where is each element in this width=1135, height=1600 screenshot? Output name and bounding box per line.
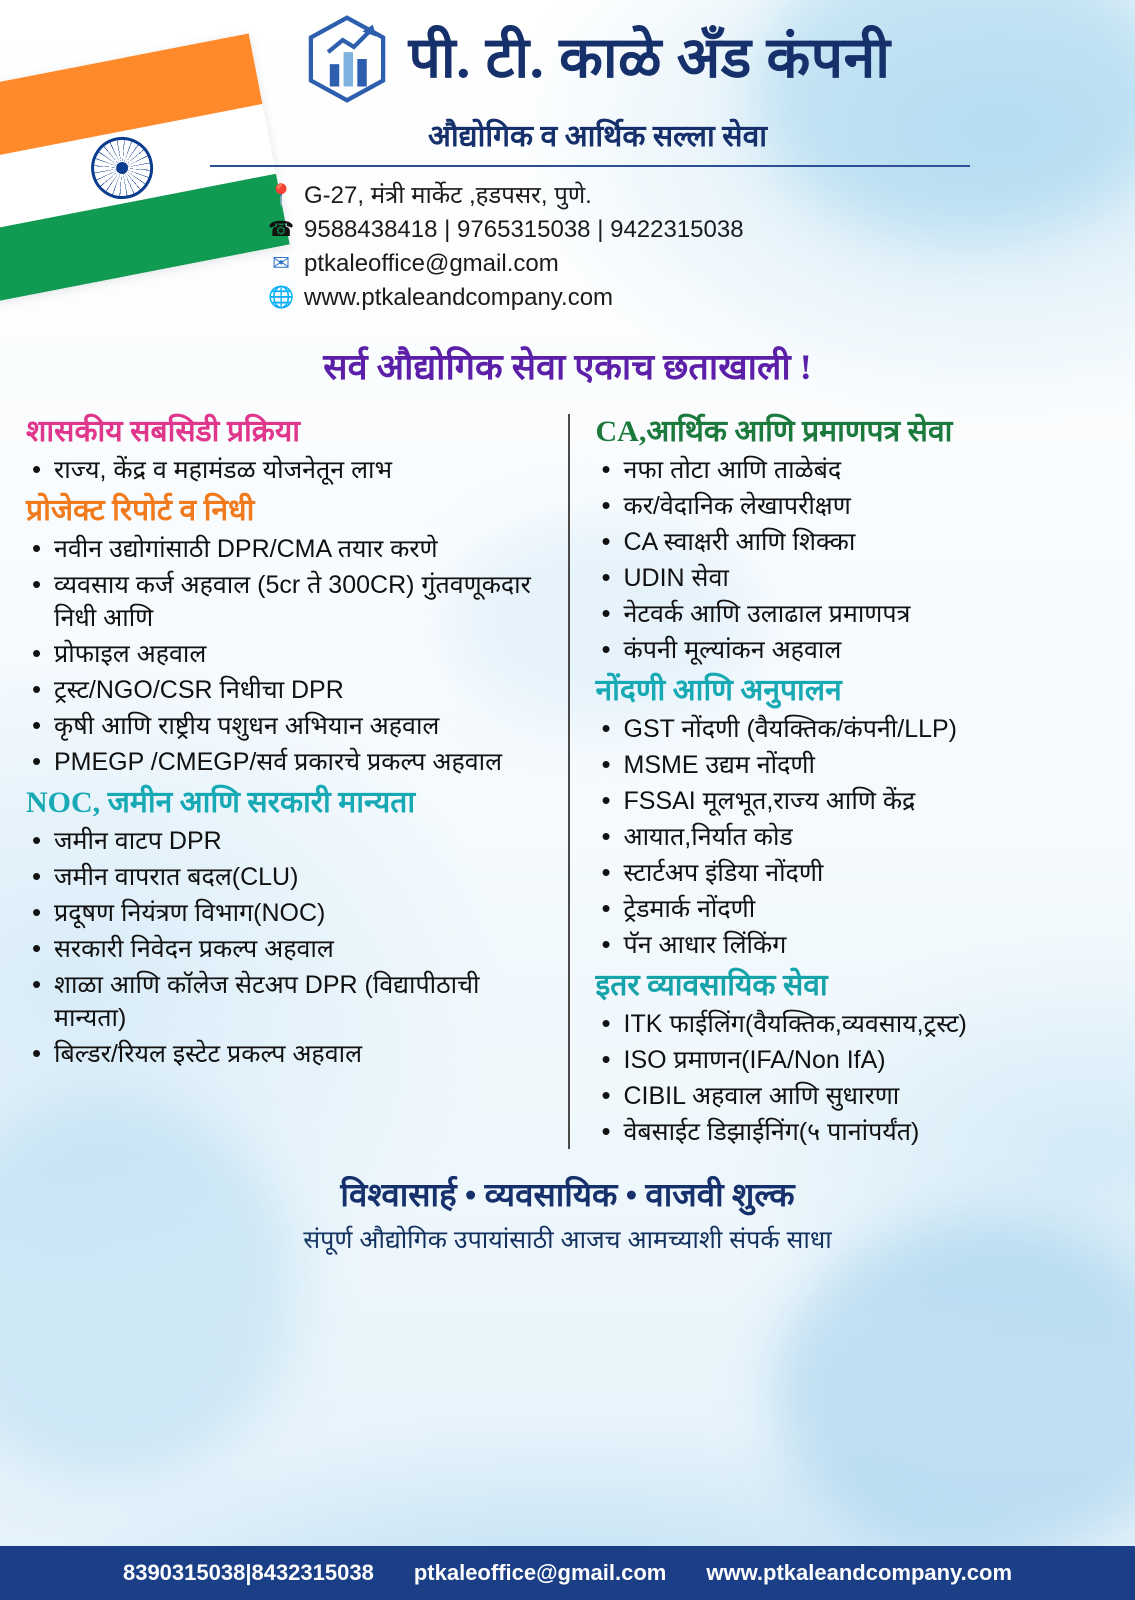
section-title: प्रोजेक्ट रिपोर्ट व निधी (26, 494, 255, 528)
poster-header (0, 0, 1135, 315)
contact-website[interactable]: www.ptkaleandcompany.com (304, 284, 614, 312)
services-columns (0, 408, 1135, 1155)
footer-email[interactable]: ptkaleoffice@gmail.com (413, 1560, 667, 1585)
contact-phones[interactable]: 9588438418 | 9765315038 | 9422315038 (304, 216, 744, 244)
list-item: • स्टार्टअप इंडिया नोंदणी (596, 857, 1110, 890)
watercolor-wash (775, 1220, 1135, 1560)
section-list (26, 454, 546, 487)
globe-icon: 🌐 (268, 286, 295, 310)
section-title: इतर व्यावसायिक सेवा (595, 969, 828, 1003)
section-list (596, 1008, 1110, 1149)
company-name: पी. टी. काळे अँड कंपनी (408, 27, 891, 91)
list-item: • पॅन आधार लिंकिंग (596, 929, 1110, 962)
contact-phone-row[interactable] (268, 213, 1135, 247)
contact-address: G-27, मंत्री मार्केट ,हडपसर, पुणे. (304, 182, 592, 209)
footer-subslogan: संपूर्ण औद्योगिक उपायांसाठी आजच आमच्याशी संपर्क साधा (303, 1226, 832, 1255)
list-item: • वेबसाईट डिझाईनिंग(५ पानांपर्यंत) (596, 1116, 1110, 1149)
section-title: CA,आर्थिक आणि प्रमाणपत्र सेवा (595, 415, 953, 449)
list-item: • शाळा आणि कॉलेज सेटअप DPR (विद्यापीठाची मान्यता) (26, 969, 546, 1035)
list-item: • नेटवर्क आणि उलाढाल प्रमाणपत्र (596, 598, 1110, 631)
list-item: • प्रोफाइल अहवाल (26, 638, 546, 671)
list-item: • जमीन वाटप DPR (26, 825, 546, 858)
section-title: नोंदणी आणि अनुपालन (595, 674, 842, 708)
list-item: • प्रदूषण नियंत्रण विभाग(NOC) (26, 897, 546, 930)
header-divider (210, 165, 970, 167)
section-list (596, 454, 1110, 667)
left-column (16, 408, 568, 1155)
envelope-icon: ✉ (272, 252, 290, 276)
list-item: • ITK फाईलिंग(वैयक्तिक,व्यवसाय,ट्रस्ट) (596, 1008, 1110, 1041)
section-title: शासकीय सबसिडी प्रक्रिया (26, 415, 300, 449)
footer-website[interactable]: www.ptkaleandcompany.com (706, 1560, 1013, 1585)
list-item: • कृषी आणि राष्ट्रीय पशुधन अभियान अहवाल (26, 710, 546, 743)
list-item: • ट्रस्ट/NGO/CSR निधीचा DPR (26, 674, 546, 707)
company-tagline: औद्योगिक व आर्थिक सल्ला सेवा (427, 120, 768, 153)
contact-email[interactable]: ptkaleoffice@gmail.com (304, 250, 559, 278)
list-item: • GST नोंदणी (वैयक्तिक/कंपनी/LLP) (596, 713, 1110, 746)
footer-bar (0, 1546, 1135, 1600)
list-item: • व्यवसाय कर्ज अहवाल (5cr ते 300CR) गुंतवणूकदार निधी आणि (26, 569, 546, 635)
contact-address-row (268, 179, 1135, 213)
list-item: • आयात,निर्यात कोड (596, 821, 1110, 854)
footer-phones[interactable]: 8390315038|8432315038 (122, 1560, 374, 1585)
section-list (26, 533, 546, 779)
watercolor-wash (0, 1100, 300, 1480)
list-item: • ट्रेडमार्क नोंदणी (596, 893, 1110, 926)
list-item: • कर/वेदानिक लेखापरीक्षण (596, 490, 1110, 523)
list-item: • नफा तोटा आणि ताळेबंद (596, 454, 1110, 487)
phone-icon: ☎ (268, 218, 295, 242)
list-item: • बिल्डर/रियल इस्टेट प्रकल्प अहवाल (26, 1038, 546, 1071)
column-divider (568, 414, 570, 1149)
list-item: • जमीन वापरात बदल(CLU) (26, 861, 546, 894)
list-item: • UDIN सेवा (596, 562, 1110, 595)
poster-headline: सर्व औद्योगिक सेवा एकाच छताखाली ! (323, 347, 812, 388)
right-column (568, 408, 1120, 1155)
list-item: • PMEGP /CMEGP/सर्व प्रकारचे प्रकल्प अहवाल (26, 746, 546, 779)
list-item: • ISO प्रमाणन(IFA/Non IfA) (596, 1044, 1110, 1077)
section-list (26, 825, 546, 1071)
list-item: • राज्य, केंद्र व महामंडळ योजनेतून लाभ (26, 454, 546, 487)
list-item: • CIBIL अहवाल आणि सुधारणा (596, 1080, 1110, 1113)
contact-email-row[interactable] (268, 247, 1135, 281)
footer-slogan: विश्वासार्ह • व्यवसायिक • वाजवी शुल्क (340, 1178, 795, 1215)
list-item: • MSME उद्यम नोंदणी (596, 749, 1110, 782)
contact-block (268, 179, 1135, 315)
list-item: • कंपनी मूल्यांकन अहवाल (596, 634, 1110, 667)
list-item: • FSSAI मूलभूत,राज्य आणि केंद्र (596, 785, 1110, 818)
list-item: • नवीन उद्योगांसाठी DPR/CMA तयार करणे (26, 533, 546, 566)
location-pin-icon: 📍 (268, 184, 295, 208)
bar-chart-growth-icon (304, 14, 390, 104)
section-list (596, 713, 1110, 962)
contact-website-row[interactable] (268, 281, 1135, 315)
list-item: • सरकारी निवेदन प्रकल्प अहवाल (26, 933, 546, 966)
section-title: NOC, जमीन आणि सरकारी मान्यता (26, 786, 416, 820)
list-item: • CA स्वाक्षरी आणि शिक्का (596, 526, 1110, 559)
